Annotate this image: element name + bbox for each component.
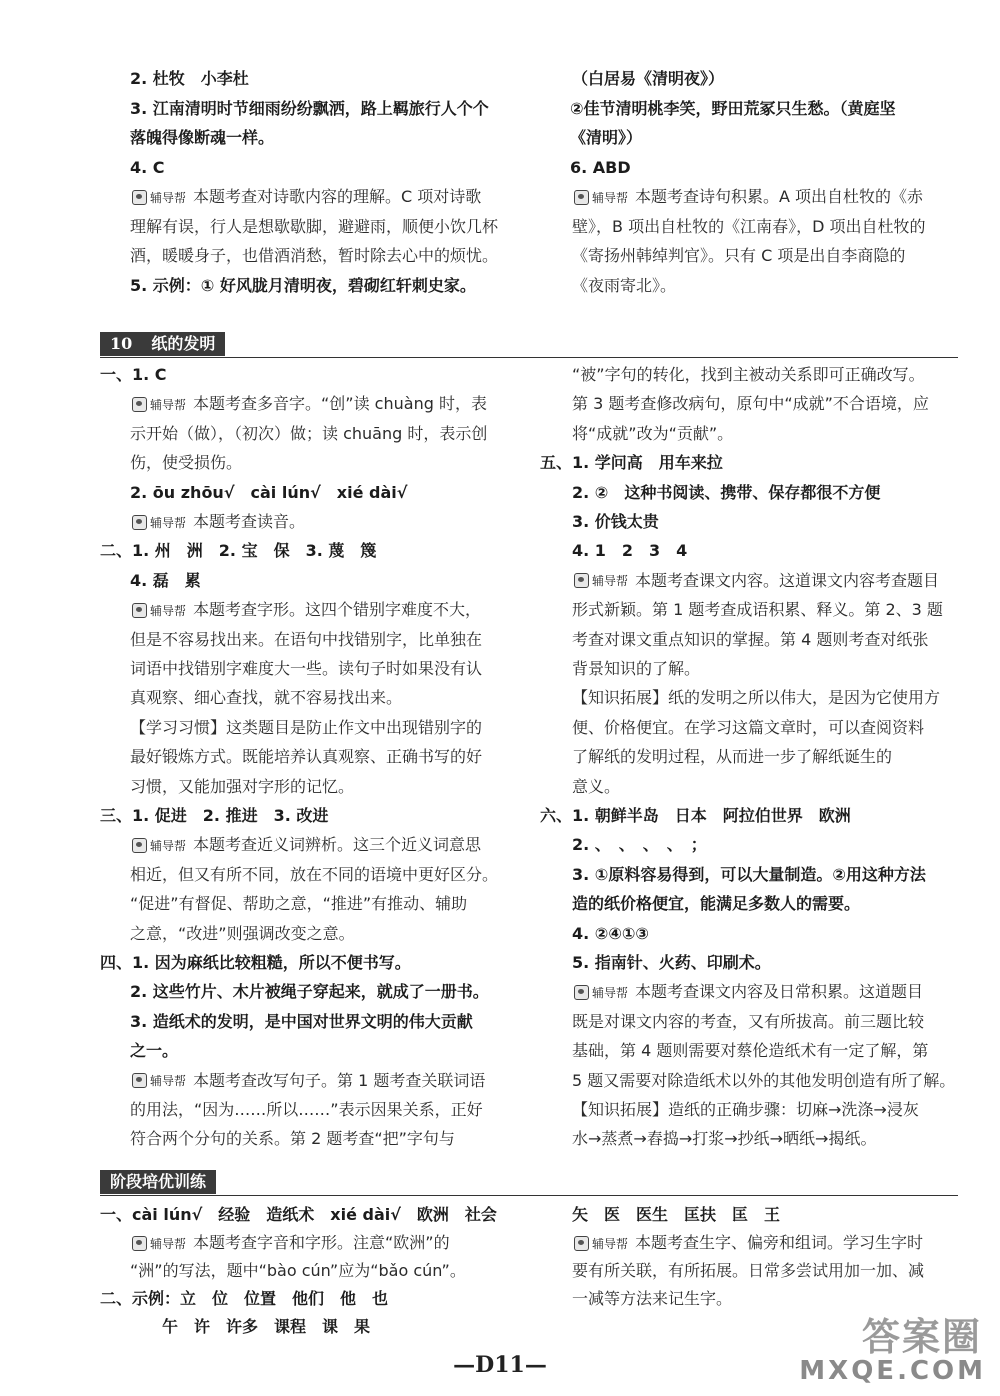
line-text: 二、1. 州 洲 2. 宝 保 3. 蔑 篾	[100, 541, 377, 561]
text-line	[130, 157, 165, 179]
text-line	[130, 570, 201, 592]
text-line	[570, 157, 631, 179]
page-number: —D11—	[453, 1352, 547, 1378]
text-line	[130, 981, 489, 1003]
line-text: 壁》，B 项出自杜牧的《江南春》，D 项出自杜牧的	[572, 216, 926, 236]
line-text: 形式新颖。第 1 题考查成语积累、释义。第 2、3 题	[572, 600, 943, 620]
tutor-icon	[132, 397, 147, 412]
text-line	[130, 511, 305, 533]
text-line	[130, 482, 407, 504]
line-text: 2. ōu zhōu√ cài lún√ xié dài√	[130, 482, 408, 502]
tutor-badge-label: 辅导帮	[150, 603, 187, 618]
watermark-logo: 答案圈	[861, 1314, 982, 1359]
tutor-badge	[572, 572, 631, 590]
line-text: 词语中找错别字难度大一些。读句子时如果没有认	[130, 659, 483, 678]
line-text: 5 题又需要对除造纸术以外的其他发明创造有所了解。	[572, 1070, 956, 1090]
tutor-icon	[132, 838, 147, 853]
text-line	[130, 746, 482, 768]
line-text: 本题考查对诗歌内容的理解。C 项对诗歌	[193, 187, 482, 206]
line-text: 一减等方法来记生字。	[572, 1289, 733, 1308]
tutor-badge-label: 辅导帮	[150, 1074, 187, 1089]
line-text: 本题考查课文内容及日常积累。这道题目	[635, 982, 924, 1002]
line-text: 本题考查近义词辨析。这三个近义词意思	[193, 835, 482, 855]
text-line	[130, 1260, 466, 1282]
text-line	[572, 1070, 955, 1092]
text-line	[130, 1011, 473, 1033]
line-text: 本题考查字形。这四个错别字难度不大，	[193, 600, 482, 620]
tutor-badge-label: 辅导帮	[592, 574, 629, 589]
tutor-badge	[572, 1235, 631, 1253]
text-line	[572, 629, 928, 651]
text-line	[130, 1070, 485, 1092]
line-text: “洲”的写法，题中“bào cún”应为“bǎo cún”。	[130, 1261, 466, 1280]
text-line	[100, 805, 328, 827]
text-line	[130, 1316, 370, 1338]
watermark-site: MXQE.COM	[799, 1356, 986, 1386]
line-text: 6. ABD	[570, 157, 631, 177]
line-text: 《夜雨寄北》。	[572, 275, 677, 295]
text-line	[572, 923, 649, 945]
line-text: 5. 指南针、火药、印刷术。	[572, 953, 771, 972]
text-line	[572, 746, 892, 768]
line-text: 5. 示例：① 好风胧月清明夜，碧砌红轩刺史家。	[130, 275, 476, 295]
tutor-badge-label: 辅导帮	[592, 985, 629, 1000]
line-text: 本题考查生字、偏旁和组词。学习生字时	[635, 1233, 924, 1252]
text-line	[572, 482, 880, 504]
tutor-badge	[572, 984, 631, 1002]
text-line	[572, 981, 923, 1003]
text-line	[130, 776, 354, 798]
text-line	[130, 127, 274, 149]
text-line	[570, 98, 896, 120]
line-text: 的用法，“因为……所以……”表示因果关系，正好	[130, 1100, 483, 1119]
line-text: 将“成就”改为“贡献”。	[572, 423, 734, 443]
tutor-icon	[574, 573, 589, 588]
text-line	[100, 364, 167, 386]
text-line	[572, 1040, 928, 1062]
tutor-icon	[132, 190, 147, 205]
line-text: 既是对课文内容的考查，又有所拔高。前三题比较	[572, 1011, 925, 1031]
tutor-badge	[130, 837, 189, 855]
line-text: 便、价格便宜。在学习这篇文章时，可以查阅资料	[572, 717, 925, 737]
line-text: 了解纸的发明过程，从而进一步了解纸诞生的	[572, 747, 893, 767]
line-text: 背景知识的了解。	[572, 659, 701, 678]
tutor-icon	[574, 985, 589, 1000]
line-text: 2. 杜牧 小李杜	[130, 69, 249, 88]
line-text: 一、1. C	[100, 365, 167, 384]
line-text: 符合两个分句的关系。第 2 题考查“把”字句与	[130, 1129, 455, 1149]
tutor-badge	[130, 1072, 189, 1090]
text-line	[130, 275, 476, 297]
line-text: “被”字句的转化，找到主被动关系即可正确改写。	[572, 365, 925, 384]
line-text: 习惯，又能加强对字形的记忆。	[130, 776, 355, 796]
text-line	[572, 1204, 780, 1226]
line-text: 理解有误，行人是想歇歇脚，避避雨，顺便小饮几杯	[130, 216, 499, 236]
text-line	[130, 216, 498, 238]
line-text: 3. ①原料容易得到，可以大量制造。②用这种方法	[572, 864, 926, 884]
line-text: 落魄得像断魂一样。	[130, 128, 275, 147]
tutor-badge	[130, 1235, 189, 1253]
line-text: 2. ② 这种书阅读、携带、保存都很不方便	[572, 482, 881, 502]
line-text: 但是不容易找出来。在语句中找错别字，比单独在	[130, 629, 483, 649]
stage-training-name: 阶段培优训练	[110, 1172, 207, 1191]
tutor-icon	[132, 603, 147, 618]
tutor-badge	[130, 602, 189, 620]
section-10-rule	[100, 357, 958, 358]
tutor-icon	[132, 1236, 147, 1251]
line-text: 相近，但又有所不同，放在不同的语境中更好区分。	[130, 864, 499, 884]
text-line	[572, 364, 925, 386]
tutor-badge-label: 辅导帮	[150, 397, 187, 412]
tutor-badge-label: 辅导帮	[150, 838, 187, 853]
tutor-badge-label: 辅导帮	[150, 190, 187, 205]
tutor-icon	[574, 190, 589, 205]
line-text: 2. 、 、 、 、 ；	[572, 835, 707, 855]
line-text: 矢 医 医生 匡扶 匡 王	[572, 1205, 781, 1224]
line-text: 意义。	[572, 776, 621, 796]
text-line	[130, 893, 467, 915]
text-line	[130, 629, 482, 651]
tutor-badge	[130, 189, 189, 207]
text-line	[130, 599, 481, 621]
line-text: 伤，使受损伤。	[130, 453, 243, 473]
stage-training-title	[100, 1170, 216, 1194]
text-line	[572, 893, 860, 915]
line-text: 【学习习惯】这类题目是防止作文中出现错别字的	[130, 717, 483, 737]
tutor-badge	[130, 396, 189, 414]
text-line	[572, 717, 924, 739]
line-text: 最好锻炼方式。既能培养认真观察、正确书写的好	[130, 747, 483, 767]
text-line	[572, 1011, 924, 1033]
text-line	[100, 952, 411, 974]
text-line	[130, 245, 498, 267]
section-name: 纸的发明	[151, 334, 216, 353]
line-text: 本题考查读音。	[193, 512, 306, 531]
text-line	[130, 423, 487, 445]
text-line	[100, 540, 376, 562]
text-line	[130, 864, 498, 886]
line-text: 考查对课文重点知识的掌握。第 4 题则考查对纸张	[572, 629, 929, 649]
line-text: 三、1. 促进 2. 推进 3. 改进	[100, 806, 329, 825]
text-line	[572, 68, 724, 90]
line-text: 本题考查字音和字形。注意“欧洲”的	[193, 1233, 450, 1252]
line-text: 基础，第 4 题则需要对蔡伦造纸术有一定了解，第	[572, 1041, 929, 1061]
text-line	[130, 658, 482, 680]
text-line	[572, 186, 923, 208]
text-line	[572, 1288, 732, 1310]
line-text: 第 3 题考查修改病句，原句中“成就”不合语境，应	[572, 394, 929, 414]
section-number: 10	[110, 334, 133, 353]
line-text: 本题考查课文内容。这道课文内容考查题目	[635, 570, 940, 590]
tutor-badge-label: 辅导帮	[150, 515, 187, 530]
text-line	[572, 1260, 924, 1282]
line-text: 本题考查诗句积累。A 项出自杜牧的《赤	[635, 187, 924, 206]
line-text: ②佳节清明桃李笑，野田荒冢只生愁。（黄庭坚	[570, 98, 896, 118]
text-line	[130, 1040, 178, 1062]
line-text: 真观察、细心查找，就不容易找出来。	[130, 688, 403, 708]
line-text: 之一。	[130, 1041, 179, 1061]
line-text: 水→蒸煮→舂捣→打浆→抄纸→晒纸→揭纸。	[572, 1129, 877, 1149]
line-text: 之意，“改进”则强调改变之意。	[130, 923, 355, 943]
text-line	[130, 687, 402, 709]
line-text: 4. ②④①③	[572, 923, 649, 943]
text-line	[572, 275, 676, 297]
tutor-icon	[132, 1073, 147, 1088]
text-line	[130, 1099, 483, 1121]
tutor-icon	[132, 515, 147, 530]
text-line	[572, 658, 700, 680]
line-text: 酒，暖暖身子，也借酒消愁，暂时除去心中的烦忧。	[130, 246, 499, 265]
line-text: （白居易《清明夜》）	[572, 69, 725, 88]
text-line	[130, 1128, 455, 1150]
line-text: 《寄扬州韩绰判官》。只有 C 项是出自李商隐的	[572, 246, 906, 265]
tutor-badge	[130, 514, 189, 532]
text-line	[572, 864, 926, 886]
line-text: 【知识拓展】纸的发明之所以伟大，是因为它使用方	[572, 688, 941, 708]
line-text: 本题考查多音字。“创”读 chuàng 时，表	[193, 394, 487, 414]
tutor-badge-label: 辅导帮	[150, 1236, 187, 1251]
tutor-icon	[574, 1236, 589, 1251]
line-text: 四、1. 因为麻纸比较粗糙，所以不便书写。	[100, 953, 411, 972]
text-line	[130, 393, 487, 415]
line-text: 2. 这些竹片、木片被绳子穿起来，就成了一册书。	[130, 982, 489, 1002]
line-text: 3. 造纸术的发明，是中国对世界文明的伟大贡献	[130, 1011, 473, 1031]
text-line	[572, 423, 733, 445]
line-text: 一、cài lún√ 经验 造纸术 xié dài√ 欧洲 社会	[100, 1205, 497, 1224]
text-line	[572, 216, 925, 238]
line-text: 示开始（做），（初次）做；读 chuāng 时，表示创	[130, 423, 488, 443]
text-line	[572, 511, 659, 533]
text-line	[572, 1232, 923, 1254]
text-line	[572, 245, 905, 267]
text-line	[572, 393, 929, 415]
line-text: 造的纸价格便宜，能满足多数人的需要。	[572, 894, 861, 914]
text-line	[572, 540, 687, 562]
text-line	[572, 599, 943, 621]
tutor-badge-label: 辅导帮	[592, 1236, 629, 1251]
text-line	[572, 1099, 919, 1121]
text-line	[130, 98, 489, 120]
line-text: 4. C	[130, 157, 165, 177]
line-text: 3. 江南清明时节细雨纷纷飘洒，路上羁旅行人个个	[130, 98, 489, 118]
text-line	[570, 127, 642, 149]
text-line	[540, 805, 851, 827]
line-text: 3. 价钱太贵	[572, 512, 659, 531]
line-text: 《清明》）	[570, 128, 643, 147]
text-line	[130, 717, 482, 739]
section-10-title	[100, 332, 225, 356]
text-line	[572, 1128, 876, 1150]
line-text: “促进”有督促、帮助之意，“推进”有推动、辅助	[130, 894, 468, 914]
text-line	[100, 1204, 497, 1226]
text-line	[130, 923, 355, 945]
text-line	[100, 1288, 388, 1310]
text-line	[540, 452, 723, 474]
text-line	[572, 952, 771, 974]
line-text: 4. 1 2 3 4	[572, 541, 688, 561]
tutor-badge	[572, 189, 631, 207]
line-text: 【知识拓展】造纸的正确步骤：切麻→洗涤→浸灰	[572, 1100, 919, 1119]
text-line	[130, 186, 481, 208]
text-line	[572, 776, 620, 798]
tutor-badge-label: 辅导帮	[592, 190, 629, 205]
line-text: 六、1. 朝鲜半岛 日本 阿拉伯世界 欧洲	[540, 806, 851, 825]
stage-training-rule	[100, 1195, 958, 1196]
line-text: 4. 磊 累	[130, 570, 201, 590]
text-line	[130, 68, 249, 90]
text-line	[572, 687, 940, 709]
line-text: 二、示例：立 位 位置 他们 他 也	[100, 1289, 389, 1308]
line-text: 本题考查改写句子。第 1 题考查关联词语	[193, 1070, 486, 1090]
text-line	[130, 834, 481, 856]
text-line	[572, 570, 939, 592]
line-text: 午 许 许多 课程 课 果	[130, 1317, 371, 1336]
text-line	[572, 834, 707, 856]
text-line	[130, 452, 242, 474]
line-text: 要有所关联，有所拓展。日常多尝试用加一加、减	[572, 1261, 925, 1280]
line-text: 五、1. 学问高 用车来拉	[540, 453, 723, 473]
text-line	[130, 1232, 450, 1254]
